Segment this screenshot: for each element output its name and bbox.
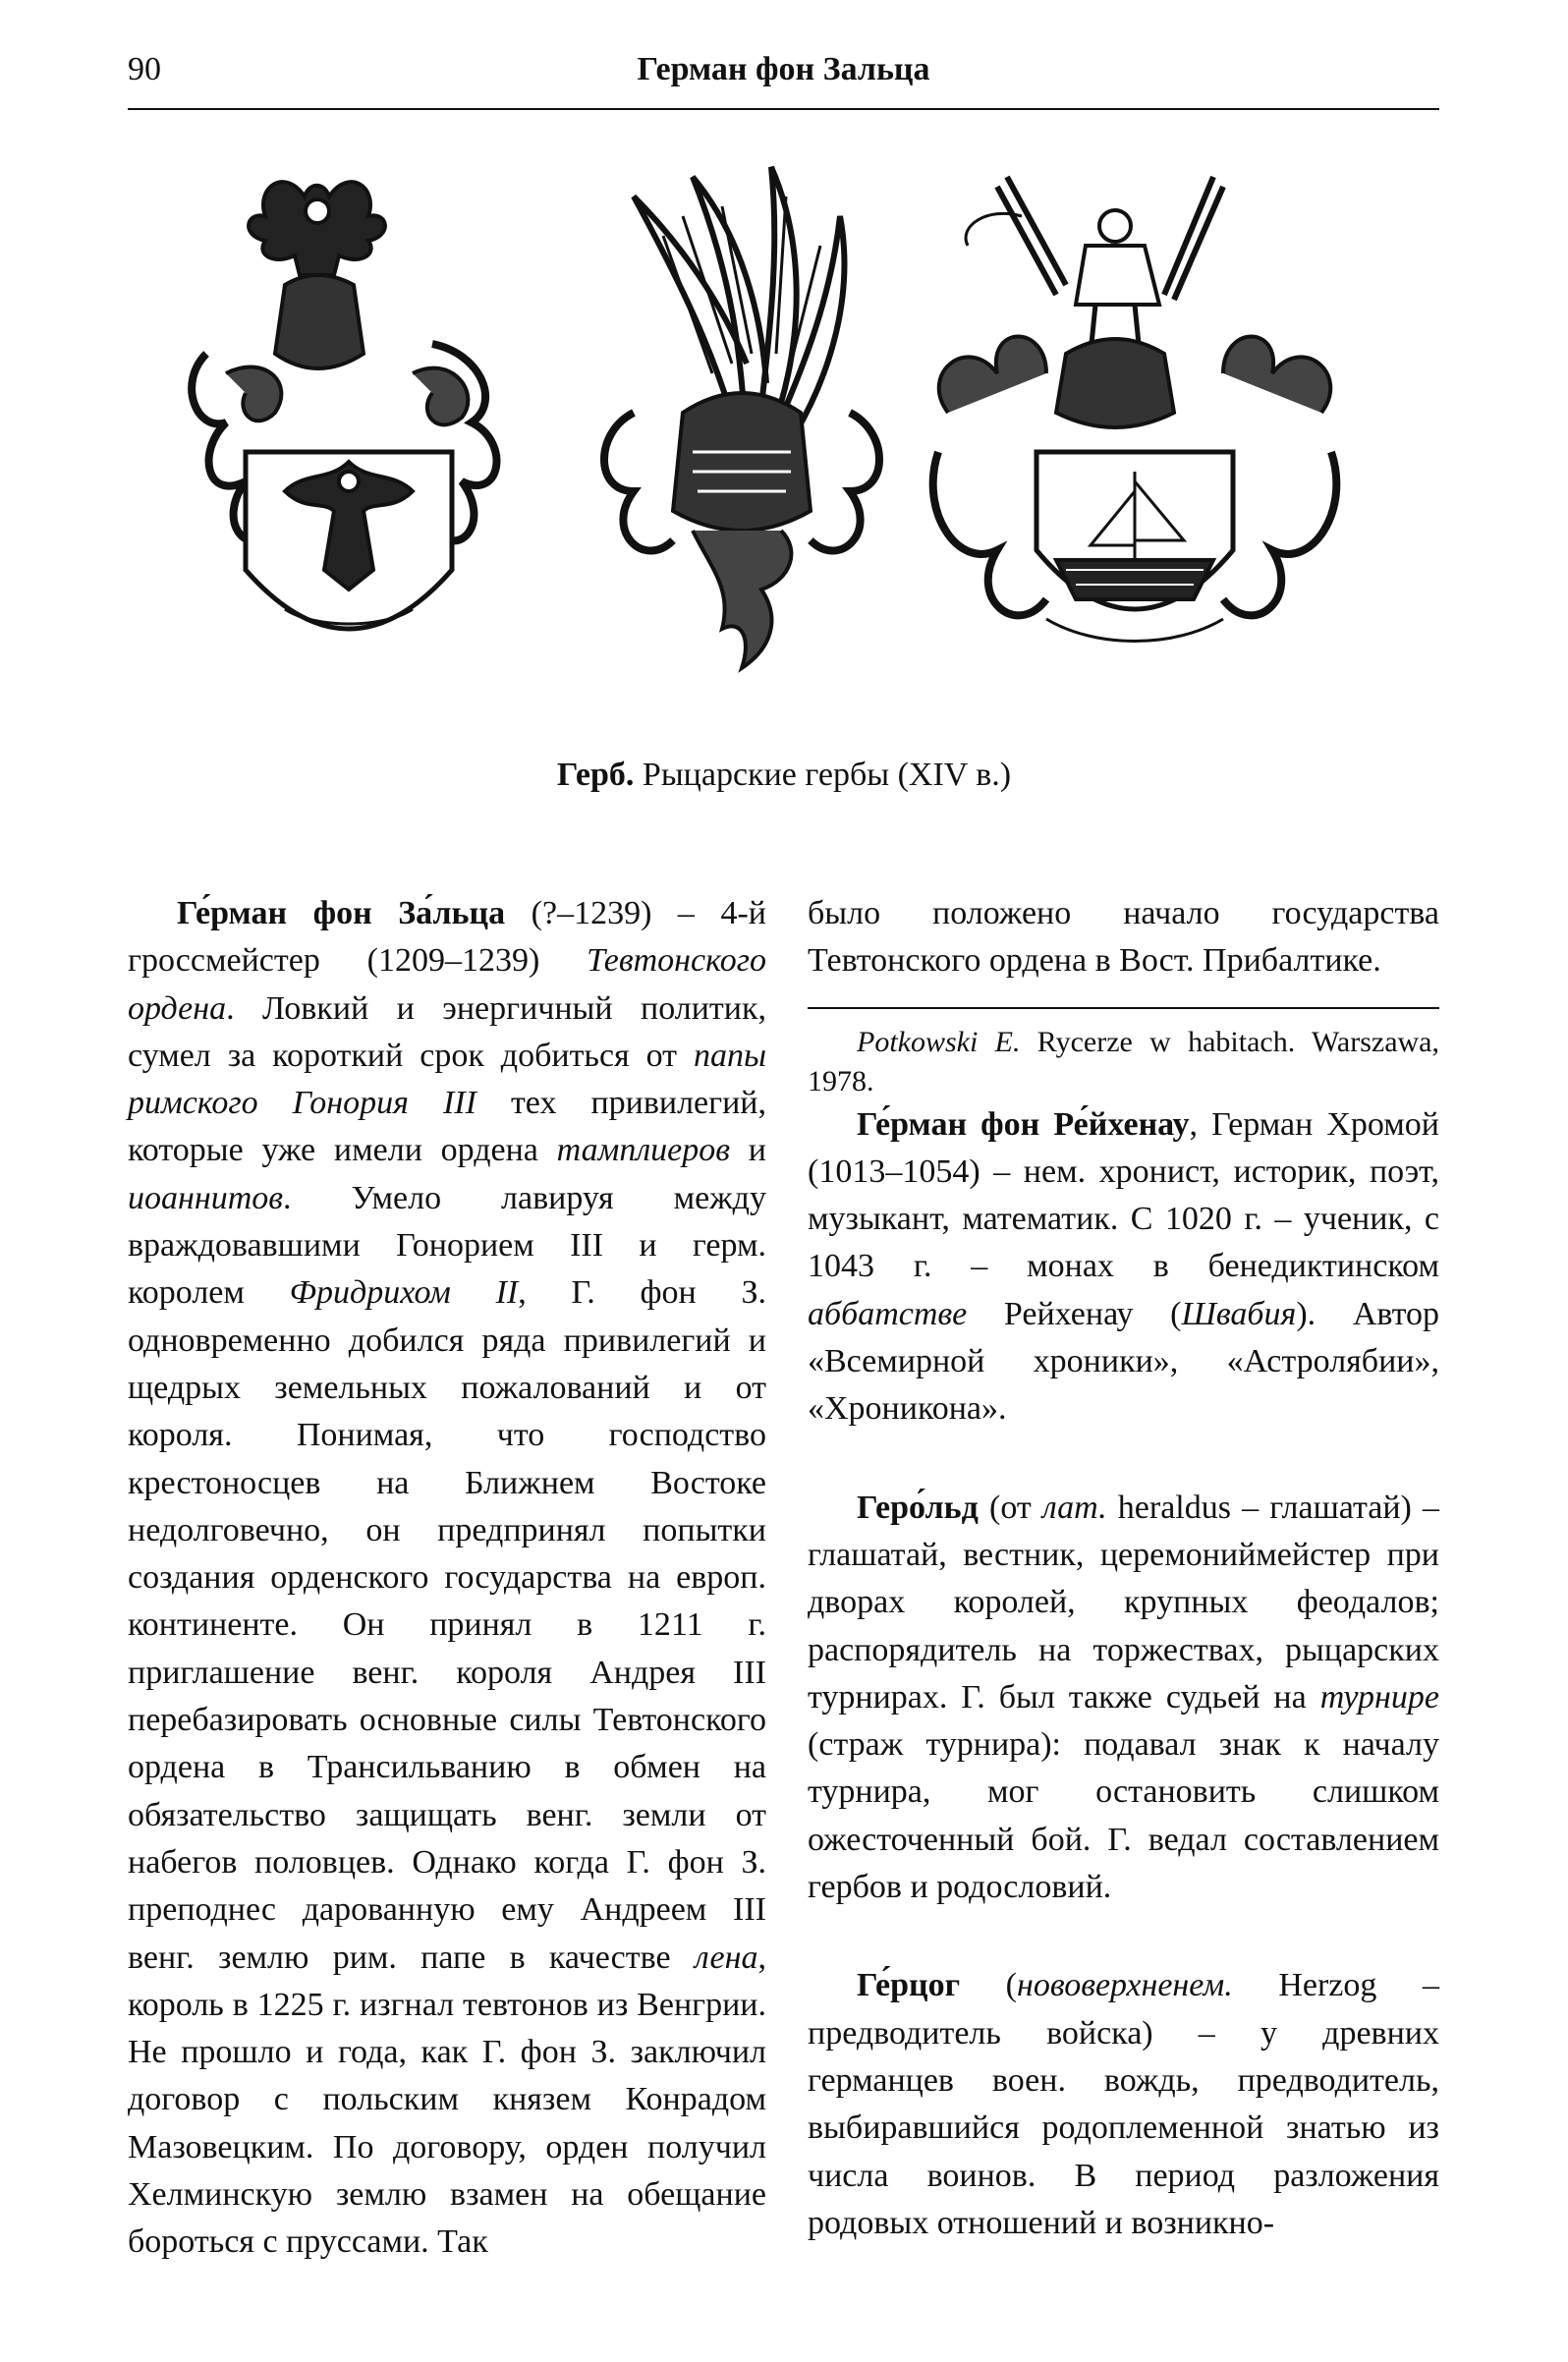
headword-reichenau: Ге́рман фон Ре́йхенау [857, 1105, 1190, 1143]
left-column [128, 890, 766, 2267]
ship-crest-coat-of-arms-icon [928, 157, 1341, 688]
entry-text: . Ловкий и энергичный политик, сумел за короткий срок добиться от [128, 989, 766, 1074]
entry-text: (страж турнира): подавал знак к началу турнира, мог остановить слишком ожесточенный бой. Г. ведал составлением гербов и родословий. [808, 1726, 1439, 1906]
caption-text: Рыцарские гербы (XIV в.) [634, 757, 1012, 793]
bibliography [808, 1023, 1439, 1101]
caption-label: Герб. [556, 757, 635, 793]
entry-text: ( [960, 1967, 1018, 2004]
headword-herold: Геро́льд [857, 1489, 979, 1526]
page-number: 90 [128, 51, 161, 87]
cross-reference-link[interactable]: иоаннитов [128, 1179, 284, 1216]
entry-text: ). Автор «Всемирной хроники», «Астролябии», «Хроникона». [808, 1295, 1439, 1428]
entry-salza [128, 890, 766, 2267]
entry-text: . Умело лавируя между враждовавшими Гонорием III и герм. королем [128, 1179, 766, 1312]
entry-text: , король в 1225 г. изгнал тевтонов из Венгрии. Не прошло и года, как Г. фон З. заключил договор с польским князем Конрадом Мазовецким. По договору, орден получил Хелминскую землю взамен на обещание бороться с пруссами. Так [128, 1939, 766, 2261]
running-title: Герман фон Зальца [637, 51, 930, 87]
cross-reference-link[interactable]: тамплиеров [556, 1132, 731, 1169]
entry-text: , Г. фон З. одновременно добился ряда привилегий и щедрых земельных пожалований и от короля. Понимая, что господство крестоносцев на Ближнем Востоке недолговечно, он предпринял попытки создания орденского государства на европ. континенте. Он принял в 1211 г. приглашение венг. короля Андрея III перебазировать основные силы Тевтонского ордена в Трансильванию в обмен на обязательство защищать венг. земли от набегов половцев. Однако когда Г. фон З. преподнес дарованную ему Андреем III венг. землю рим. папе в качестве [128, 1274, 766, 1976]
right-column [808, 890, 1439, 2247]
entry-text: (от [978, 1489, 1042, 1526]
entry-text: Herzog – предводитель войска) – у древних германцев воен. вождь, предводитель, выбиравшийся родоплеменной знатью из числа воинов. В период разложения родовых отношений и возникно- [808, 1967, 1440, 2241]
winged-helm-coat-of-arms-icon [575, 157, 909, 688]
abbreviation: нововерхненем. [1017, 1967, 1233, 2004]
cross-reference-link[interactable]: Фридрихом II [289, 1274, 519, 1312]
entry-text: и [730, 1132, 766, 1169]
cross-reference-link[interactable]: лена [694, 1939, 758, 1976]
entry-salza-continued: было положено начало государства Тевтонского ордена в Вост. Прибалтике. [808, 895, 1439, 980]
bibliography-title: Rycerze w habitach. Warszawa, 1978. [808, 1025, 1439, 1097]
entry-text: , Герман Хромой (1013–1054) – нем. хронист, историк, поэт, музыкант, математик. С 1020 г. – ученик, с 1043 г. – монах в бенедиктинском [808, 1105, 1439, 1285]
entry-herzog [808, 1962, 1439, 2247]
entry-reichenau [808, 1101, 1439, 1434]
page-header [128, 47, 1439, 110]
entry-text: heraldus – глашатай) – глашатай, вестник, церемониймейстер при дворах королей, крупных феодалов; распорядитель на торжествах, рыцарских турнирах. Г. был также судьей на [808, 1489, 1440, 1715]
entry-herold [808, 1485, 1439, 1912]
cross-reference-link[interactable]: Тевтонского ордена [128, 942, 766, 1027]
cross-reference-link[interactable]: папы римского Гонория III [128, 1037, 766, 1122]
cross-reference-link[interactable]: аббатстве [808, 1295, 968, 1332]
headword-salza: Ге́рман фон За́льца [177, 895, 506, 931]
cross-reference-link[interactable]: Швабия [1181, 1295, 1297, 1332]
entry-text: тех привилегий, которые уже имели ордена [128, 1085, 766, 1169]
entry-text: Рейхенау ( [967, 1295, 1182, 1332]
entry-text: (?–1239) – 4-й гроссмейстер (1209–1239) [128, 895, 766, 980]
coat-of-arms-figure [187, 157, 1425, 707]
eagle-crest-coat-of-arms-icon [187, 157, 511, 688]
bibliography-divider [808, 1007, 1439, 1009]
cross-reference-link[interactable]: турнире [1319, 1678, 1439, 1715]
figure-caption [0, 757, 1568, 794]
abbreviation: лат. [1041, 1489, 1107, 1526]
headword-herzog: Ге́рцог [857, 1967, 961, 2004]
bibliography-author: Potkowski E. [857, 1025, 1021, 1058]
